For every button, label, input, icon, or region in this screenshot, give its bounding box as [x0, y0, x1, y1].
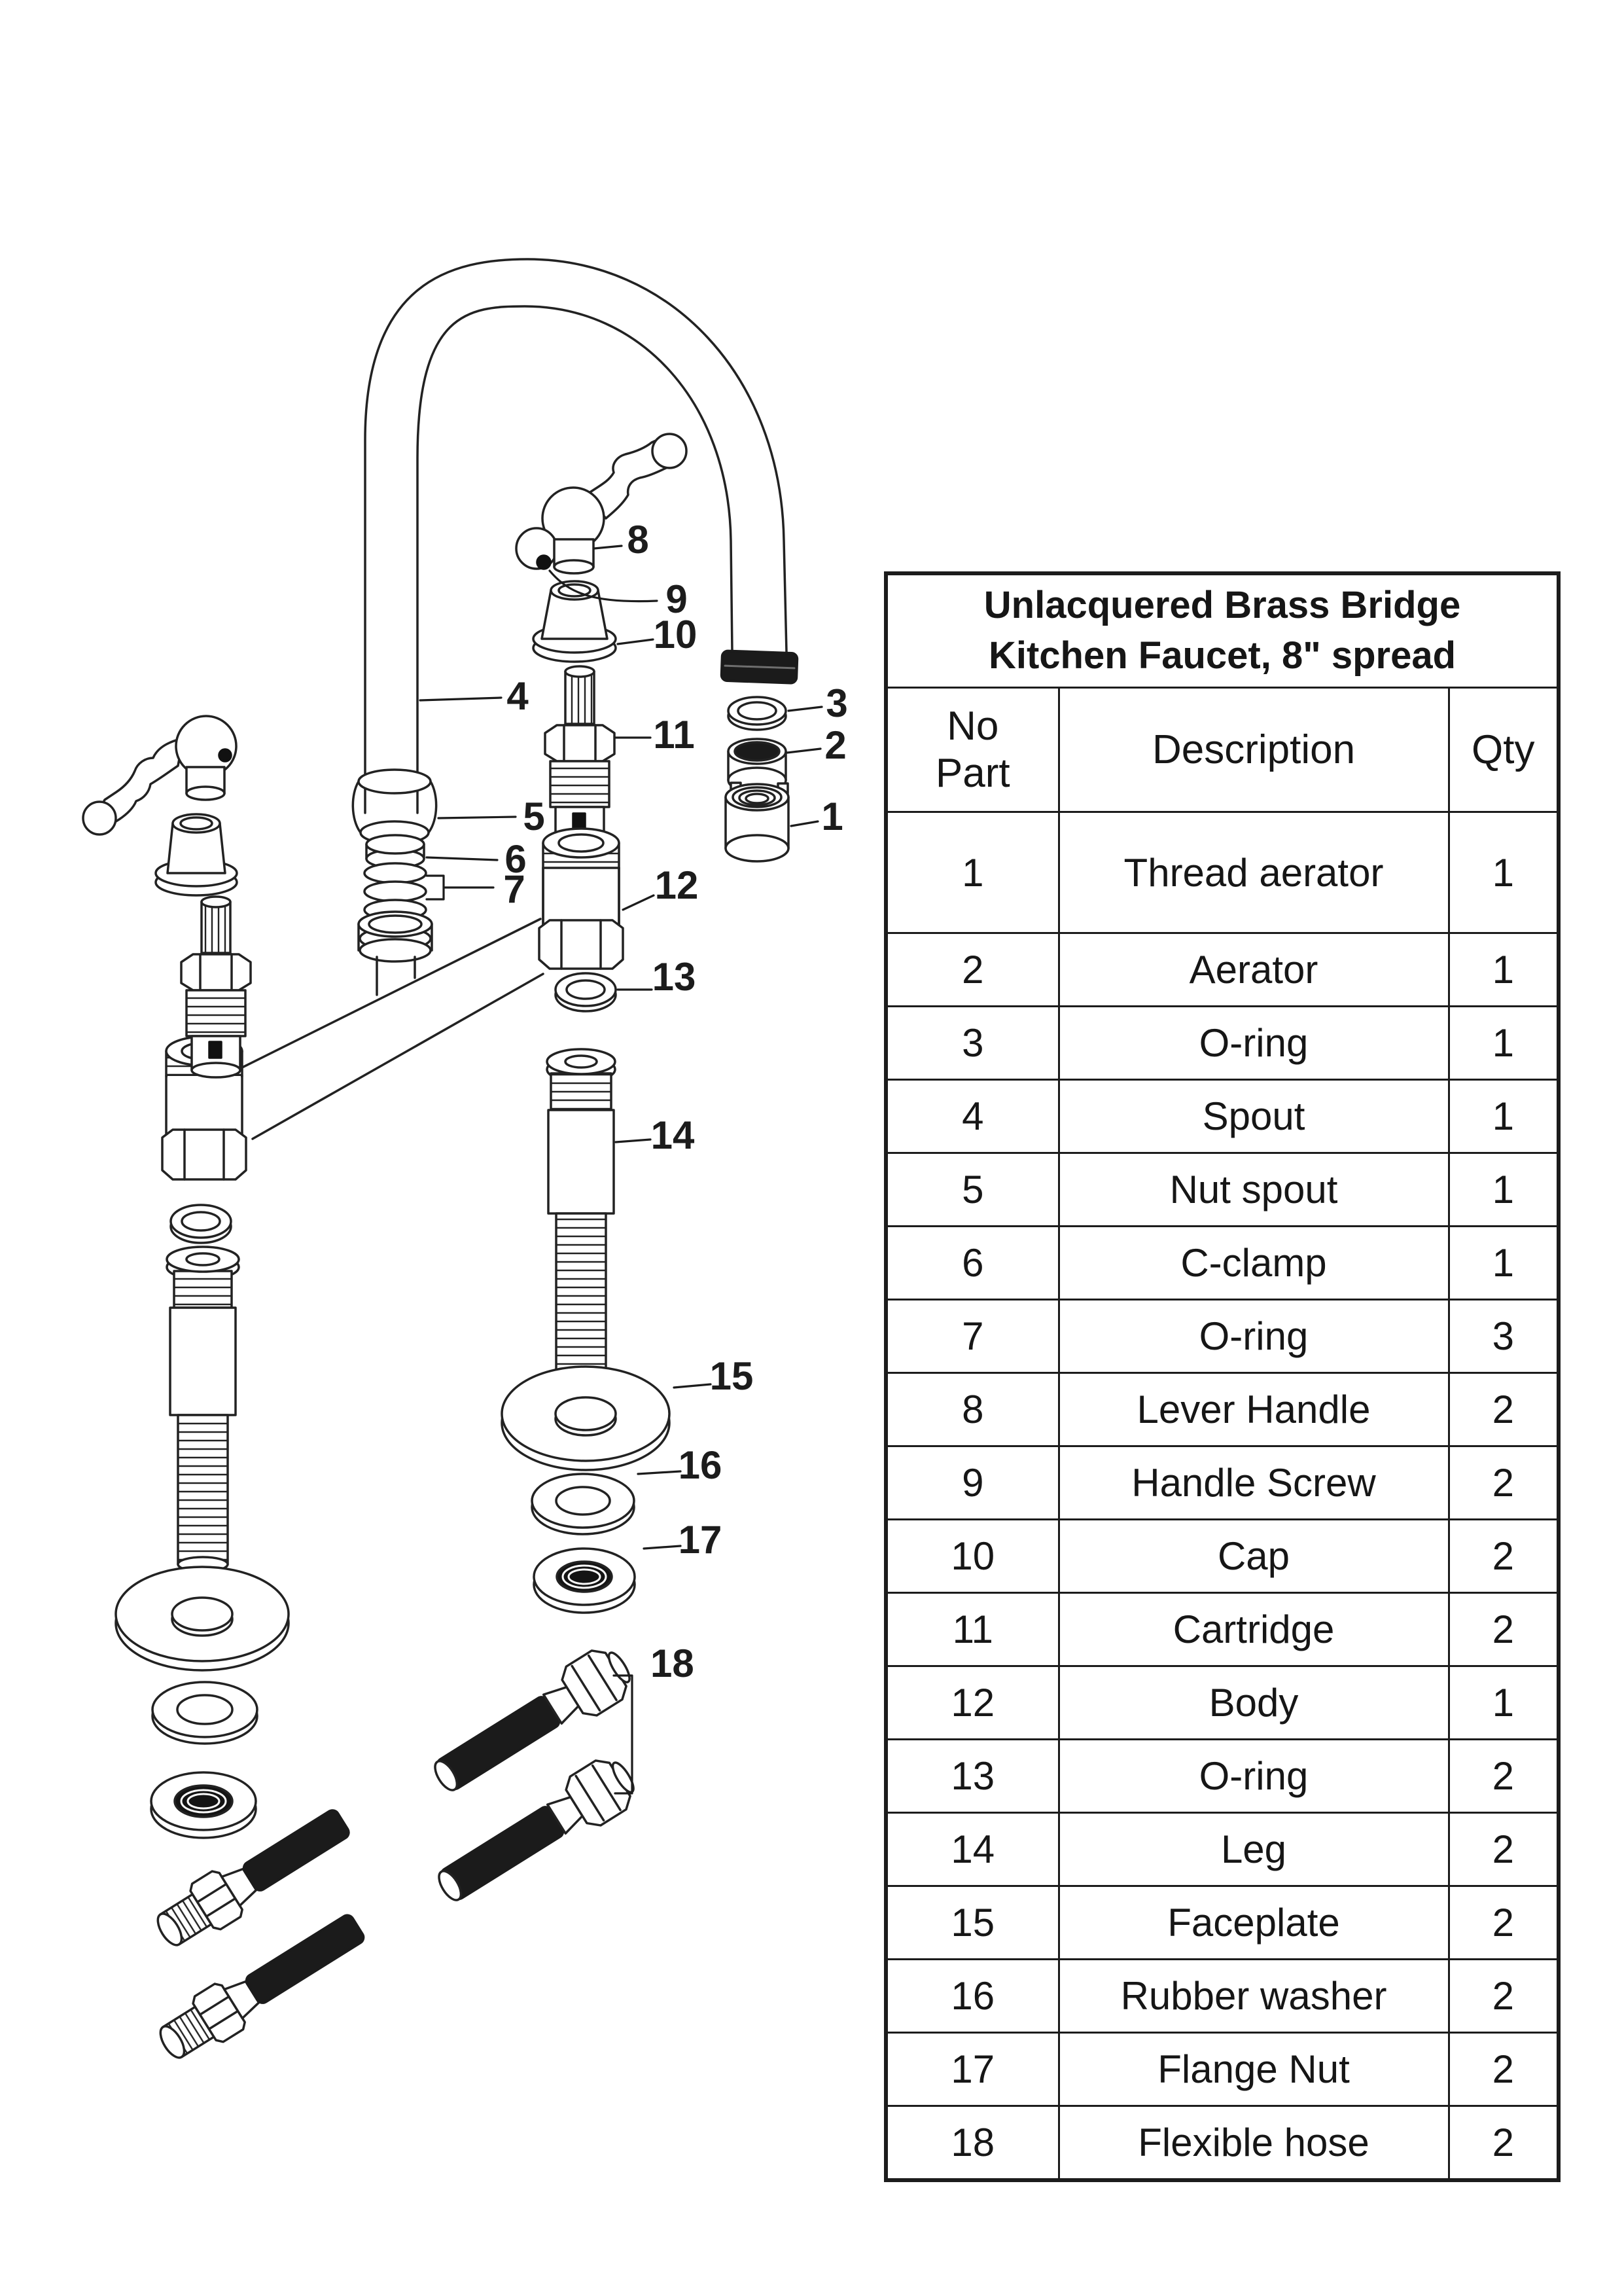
- cell-qty: 1: [1449, 1080, 1559, 1153]
- callout-10: 10: [653, 613, 697, 656]
- cell-description: Cap: [1059, 1520, 1449, 1593]
- callout-14: 14: [650, 1113, 695, 1157]
- cell-description: Lever Handle: [1059, 1373, 1449, 1446]
- o-ring-13-right: [556, 973, 616, 1011]
- table-row: [886, 1300, 1559, 1373]
- cell-description: O-ring: [1059, 1300, 1449, 1373]
- callout-2: 2: [824, 723, 847, 767]
- cartridge-right: [545, 666, 614, 850]
- cartridge-left: [181, 897, 251, 1077]
- table-row: [886, 2033, 1559, 2106]
- cell-description: O-ring: [1059, 1740, 1449, 1813]
- table-row: [886, 1227, 1559, 1300]
- rubber-washer-right: [532, 1474, 634, 1534]
- cell-description: O-ring: [1059, 1007, 1449, 1080]
- lever-handle-right: [516, 434, 686, 573]
- table-row: [886, 1080, 1559, 1153]
- cell-no: 18: [886, 2106, 1059, 2181]
- handle-screw-dot: [219, 749, 231, 761]
- cell-qty: 1: [1449, 1153, 1559, 1227]
- cell-qty: 1: [1449, 1007, 1559, 1080]
- table-row: [886, 1520, 1559, 1593]
- table-row: [886, 1666, 1559, 1740]
- header-qty: Qty: [1449, 688, 1559, 812]
- cell-qty: 1: [1449, 1227, 1559, 1300]
- cell-no: 7: [886, 1300, 1059, 1373]
- faceplate-right: [502, 1367, 669, 1470]
- body-right-column: [539, 829, 623, 969]
- cell-description: Handle Screw: [1059, 1446, 1449, 1520]
- callout-4: 4: [506, 674, 529, 718]
- cell-qty: 2: [1449, 1373, 1559, 1446]
- header-description: Description: [1059, 688, 1449, 812]
- cell-qty: 3: [1449, 1300, 1559, 1373]
- cell-qty: 2: [1449, 1446, 1559, 1520]
- cell-description: Nut spout: [1059, 1153, 1449, 1227]
- table-row: [886, 812, 1559, 933]
- header-no-part: No Part: [886, 688, 1059, 812]
- leg-right: [547, 1049, 615, 1386]
- callout-8: 8: [627, 518, 649, 562]
- cell-qty: 2: [1449, 2106, 1559, 2181]
- callout-7: 7: [503, 867, 525, 911]
- cell-description: Faceplate: [1059, 1886, 1449, 1960]
- cell-description: Flange Nut: [1059, 2033, 1449, 2106]
- callout-3: 3: [826, 681, 848, 725]
- cell-no: 1: [886, 812, 1059, 933]
- callout-16: 16: [678, 1443, 722, 1487]
- table-row: [886, 1740, 1559, 1813]
- thread-aerator-1: [726, 784, 788, 861]
- cell-no: 14: [886, 1813, 1059, 1886]
- callout-17: 17: [678, 1518, 722, 1562]
- cell-description: Cartridge: [1059, 1593, 1449, 1666]
- flange-nut-left: [151, 1772, 256, 1838]
- cell-qty: 1: [1449, 812, 1559, 933]
- table-row: [886, 2106, 1559, 2181]
- callout-15: 15: [709, 1354, 754, 1398]
- callout-9: 9: [665, 577, 688, 621]
- cell-qty: 2: [1449, 1520, 1559, 1593]
- table-row: [886, 933, 1559, 1007]
- cell-no: 12: [886, 1666, 1059, 1740]
- cell-qty: 2: [1449, 1593, 1559, 1666]
- table-row: [886, 1007, 1559, 1080]
- o-ring-13-left: [171, 1205, 231, 1243]
- table-row: [886, 1446, 1559, 1520]
- callout-18: 18: [650, 1641, 694, 1685]
- cell-qty: 2: [1449, 1740, 1559, 1813]
- cell-description: Body: [1059, 1666, 1449, 1740]
- table-title-line2: Kitchen Faucet, 8" spread: [988, 634, 1456, 677]
- cell-description: Thread aerator: [1059, 812, 1449, 933]
- callout-6: 6: [504, 837, 527, 881]
- cell-no: 17: [886, 2033, 1059, 2106]
- callout-1: 1: [821, 795, 843, 838]
- cell-qty: 1: [1449, 1666, 1559, 1740]
- cell-description: Flexible hose: [1059, 2106, 1449, 2181]
- cell-no: 4: [886, 1080, 1059, 1153]
- cell-no: 10: [886, 1520, 1059, 1593]
- cell-qty: 2: [1449, 1886, 1559, 1960]
- table-title-row: [886, 573, 1559, 688]
- cell-no: 6: [886, 1227, 1059, 1300]
- table-row: [886, 1593, 1559, 1666]
- table-row: [886, 1960, 1559, 2033]
- callout-13: 13: [652, 955, 696, 999]
- cell-no: 15: [886, 1886, 1059, 1960]
- table-title-line1: Unlacquered Brass Bridge: [983, 584, 1461, 627]
- cell-qty: 2: [1449, 2033, 1559, 2106]
- table-row: [886, 1373, 1559, 1446]
- cell-description: Spout: [1059, 1080, 1449, 1153]
- cap-left: [156, 814, 237, 895]
- callout-12: 12: [654, 863, 699, 907]
- cell-no: 5: [886, 1153, 1059, 1227]
- leader-lines: [420, 546, 822, 1793]
- cell-no: 3: [886, 1007, 1059, 1080]
- cell-no: 2: [886, 933, 1059, 1007]
- faceplate-left: [116, 1567, 289, 1670]
- table-row: [886, 1886, 1559, 1960]
- cell-no: 16: [886, 1960, 1059, 2033]
- cell-description: Aerator: [1059, 933, 1449, 1007]
- o-ring-3: [728, 697, 786, 730]
- rubber-washer-left: [152, 1682, 257, 1744]
- body-center-port: [359, 912, 432, 995]
- callout-5: 5: [523, 795, 545, 838]
- callout-11: 11: [653, 713, 695, 757]
- cell-no: 13: [886, 1740, 1059, 1813]
- cell-description: C-clamp: [1059, 1227, 1449, 1300]
- cell-no: 9: [886, 1446, 1059, 1520]
- cell-qty: 1: [1449, 933, 1559, 1007]
- cell-qty: 2: [1449, 1960, 1559, 2033]
- cell-no: 8: [886, 1373, 1059, 1446]
- table-header-row: [886, 688, 1559, 812]
- cell-description: Leg: [1059, 1813, 1449, 1886]
- cap-right: [533, 581, 616, 662]
- cell-no: 11: [886, 1593, 1059, 1666]
- table-title: [886, 573, 1559, 688]
- cell-description: Rubber washer: [1059, 1960, 1449, 2033]
- table-row: [886, 1153, 1559, 1227]
- table-row: [886, 1813, 1559, 1886]
- leg-left: [167, 1247, 239, 1571]
- handle-screw-dot: [537, 556, 550, 569]
- parts-table: [884, 571, 1561, 2182]
- flange-nut-right: [534, 1549, 635, 1613]
- cell-qty: 2: [1449, 1813, 1559, 1886]
- spout-end-band: [721, 651, 798, 683]
